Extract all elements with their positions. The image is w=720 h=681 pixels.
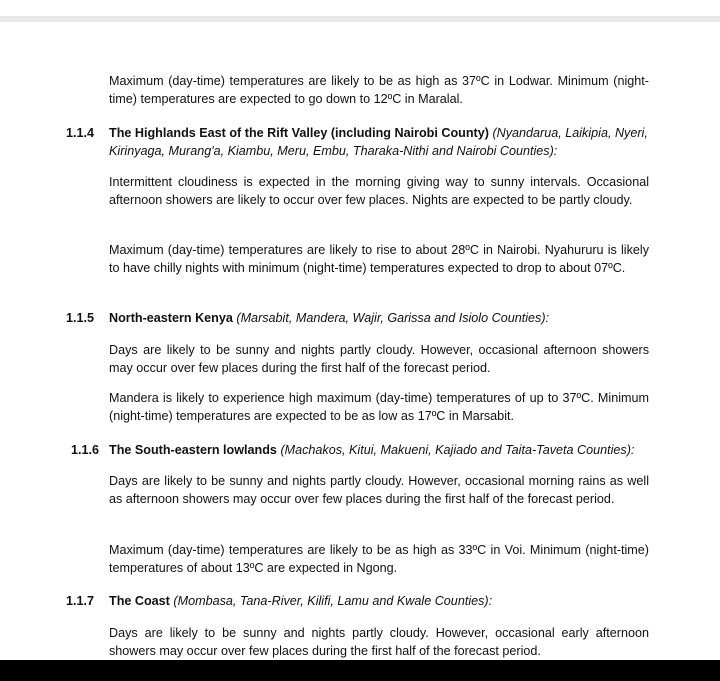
section-counties: (Marsabit, Mandera, Wajir, Garissa and Isiolo Counties): — [236, 311, 550, 325]
top-divider — [0, 16, 720, 22]
paragraph-north-eastern-weather: Days are likely to be sunny and nights partly cloudy. However, occasional afternoon showers may occur over few places during the first half of the forecast period. — [109, 343, 649, 376]
section-title: The Highlands East of the Rift Valley (including Nairobi County) — [109, 126, 489, 140]
section-counties: (Mombasa, Tana-River, Kilifi, Lamu and Kwale Counties): — [173, 594, 493, 608]
section-number: 1.1.7 — [66, 594, 95, 608]
section-counties: (Machakos, Kitui, Makueni, Kajiado and Taita-Taveta Counties): — [280, 443, 635, 457]
section-heading-north-eastern — [109, 309, 669, 327]
section-number: 1.1.5 — [66, 311, 95, 325]
paragraph-south-eastern-temperatures: Maximum (day-time) temperatures are likely to be as high as 33ºC in Voi. Minimum (night-time) temperatures of about 13ºC are expected in Ngong. — [109, 543, 649, 576]
section-title: The South-eastern lowlands — [109, 443, 277, 457]
section-counties: (Nyandarua, Laikipia, Nyeri, Kirinyaga, Murang'a, Kiambu, Meru, Embu, Tharaka-Nithi and Nairobi Counties): — [109, 126, 648, 159]
section-title: North-eastern Kenya — [109, 311, 233, 325]
paragraph-highlands-temperatures: Maximum (day-time) temperatures are likely to rise to about 28ºC in Nairobi. Nyahururu is likely to have chilly nights with minimum (night-time) temperatures expected to drop to about 07ºC. — [109, 243, 649, 276]
paragraph-highlands-weather: Intermittent cloudiness is expected in the morning giving way to sunny intervals. Occasional afternoon showers are likely to occur over few places. Nights are expected to be partly cloudy. — [109, 175, 649, 208]
section-number: 1.1.4 — [66, 126, 95, 140]
section-heading-coast — [109, 592, 669, 610]
paragraph-coast-weather: Days are likely to be sunny and nights partly cloudy. However, occasional early afternoon showers may occur over few places during the first half of the forecast period. — [109, 626, 649, 659]
section-heading-south-eastern — [109, 441, 669, 459]
section-heading-highlands-east — [109, 124, 669, 160]
section-number: 1.1.6 — [71, 443, 100, 457]
paragraph-south-eastern-weather: Days are likely to be sunny and nights partly cloudy. However, occasional morning rains as well as afternoon showers may occur over few places during the first half of the forecast period. — [109, 474, 649, 507]
paragraph-lodwar-temperatures: Maximum (day-time) temperatures are likely to be as high as 37ºC in Lodwar. Minimum (night-time) temperatures are expected to go down to 12ºC in Maralal. — [109, 74, 649, 107]
bottom-navigation-bar — [0, 660, 720, 681]
paragraph-north-eastern-temperatures: Mandera is likely to experience high maximum (day-time) temperatures of up to 37ºC. Minimum (night-time) temperatures are expected to be as low as 17ºC in Marsabit. — [109, 391, 649, 424]
section-title: The Coast — [109, 594, 170, 608]
